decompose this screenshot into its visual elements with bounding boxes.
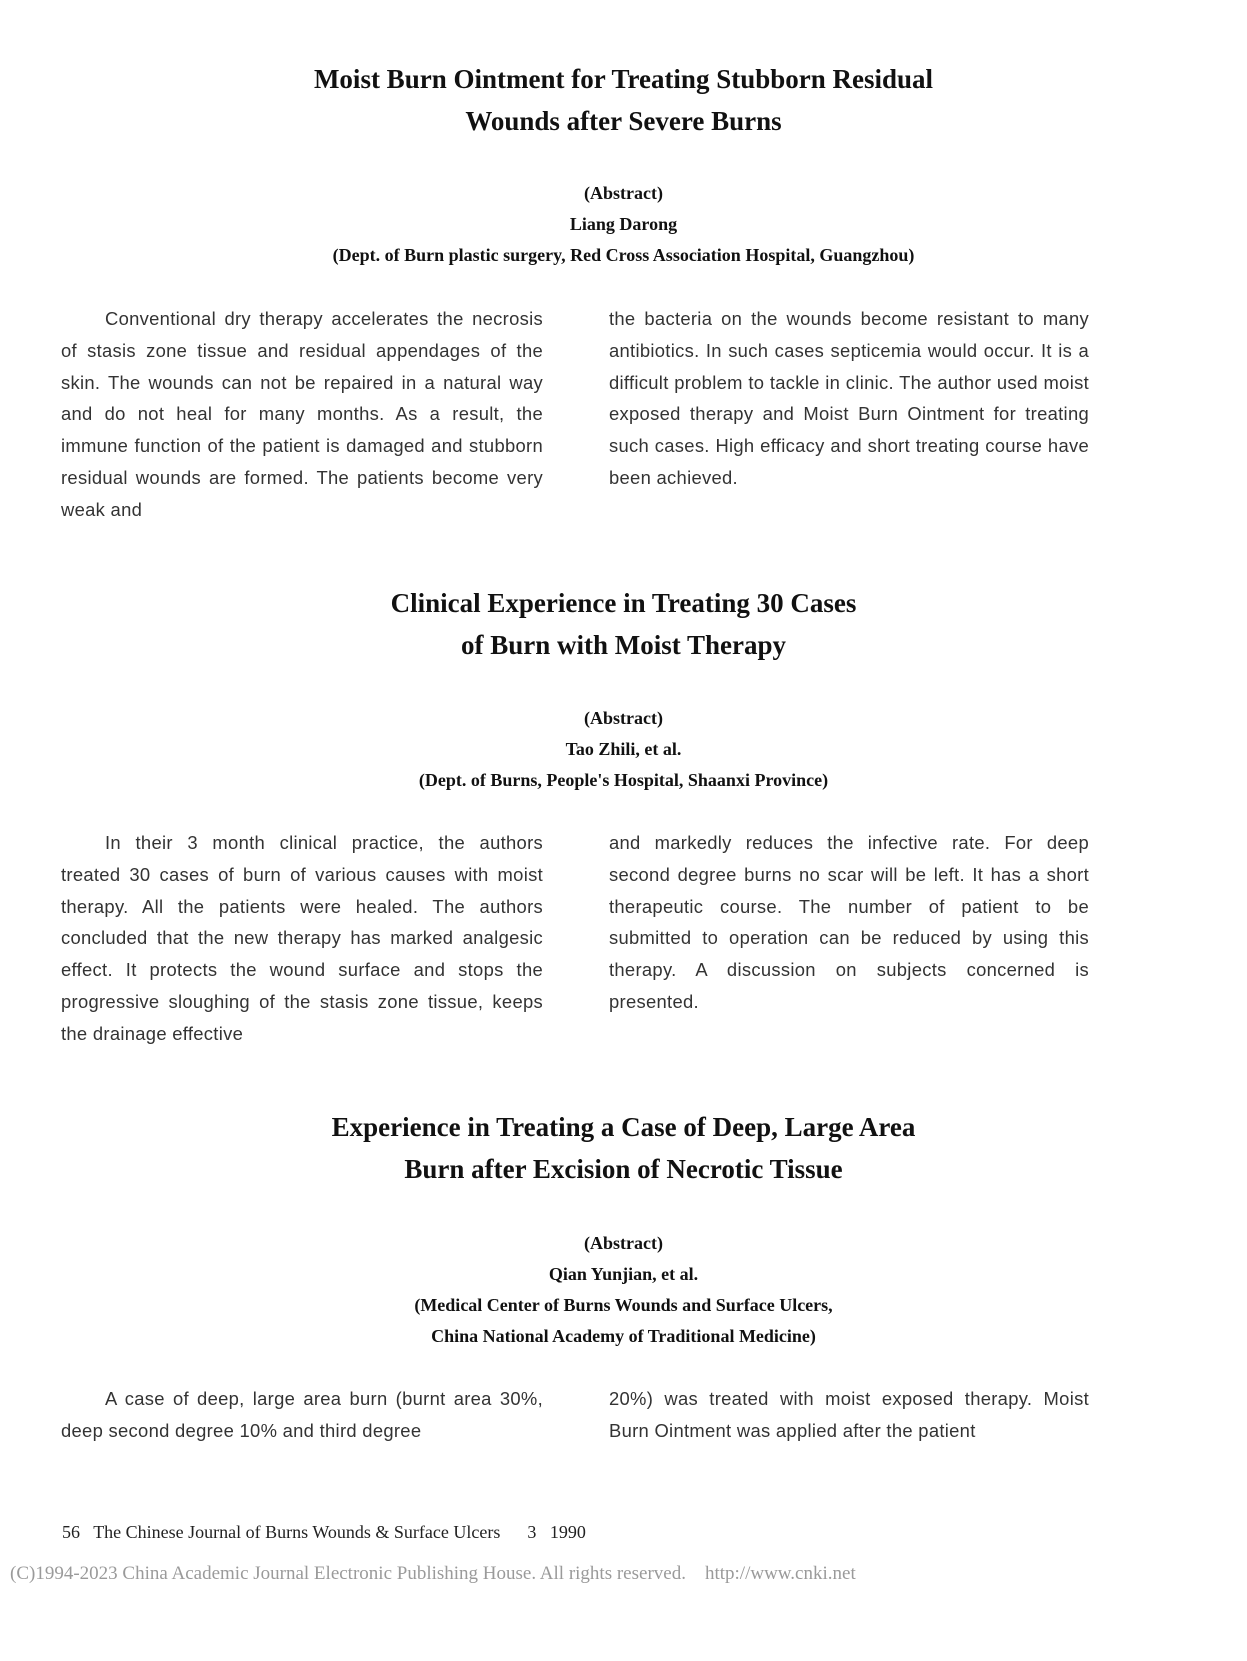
article-2-author: Tao Zhili, et al. (565, 739, 682, 759)
article-2-affiliation: (Dept. of Burns, People's Hospital, Shaanxi Province) (418, 770, 829, 790)
copyright-notice (10, 1563, 1240, 1585)
copyright-text: (C)1994-2023 China Academic Journal Electronic Publishing House. All rights reserved. (10, 1563, 686, 1584)
article-1-meta (0, 178, 1247, 271)
copyright-url[interactable]: http://www.cnki.net (704, 1563, 856, 1584)
article-1-title-line2: Wounds after Severe Burns (465, 106, 782, 136)
article-2-meta (0, 703, 1247, 796)
article-3-body-left: A case of deep, large area burn (burnt area 30%, deep second degree 10% and third degree (61, 1388, 543, 1441)
article-3-title-line2: Burn after Excision of Necrotic Tissue (404, 1154, 843, 1184)
article-2-title-line2: of Burn with Moist Therapy (460, 630, 787, 660)
page-footer (62, 1522, 862, 1543)
article-1-author: Liang Darong (569, 214, 678, 234)
article-3-affiliation-line1: (Medical Center of Burns Wounds and Surface Ulcers, (414, 1295, 833, 1315)
article-3-body-right: 20%) was treated with moist exposed therapy. Moist Burn Ointment was applied after the patient (609, 1388, 1089, 1441)
article-2-abstract-label: (Abstract) (584, 708, 663, 728)
article-3-meta (0, 1228, 1247, 1352)
issue-number: 3 (527, 1522, 537, 1542)
article-1-body-left: Conventional dry therapy accelerates the necrosis of stasis zone tissue and residual appendages of the skin. The wounds can not be repaired in a natural way and do not heal for many months. As a result, the immune function of the patient is damaged and stubborn residual wounds are formed. The patients become very weak and (61, 308, 543, 520)
article-3-author: Qian Yunjian, et al. (548, 1264, 699, 1284)
article-2-body-left: In their 3 month clinical practice, the authors treated 30 cases of burn of various causes with moist therapy. All the patients were healed. The authors concluded that the new therapy has marked analgesic effect. It protects the wound surface and stops the progressive sloughing of the stasis zone tissue, keeps the drainage effective (61, 832, 543, 1044)
article-1-title-line1: Moist Burn Ointment for Treating Stubborn Residual (313, 64, 934, 94)
article-2-body-right: and markedly reduces the infective rate. For deep second degree burns no scar will be left. It has a short therapeutic course. The number of patient to be submitted to operation can be reduced by using this therapy. A discussion on subjects concerned is presented. (609, 832, 1089, 1012)
issue-year: 1990 (549, 1522, 586, 1542)
article-3-title-line1: Experience in Treating a Case of Deep, Large Area (331, 1112, 916, 1142)
journal-name: The Chinese Journal of Burns Wounds & Surface Ulcers (93, 1522, 501, 1542)
article-2-title (0, 582, 1247, 666)
page-number: 56 (62, 1522, 80, 1542)
article-3-affiliation-line2: China National Academy of Traditional Medicine) (431, 1326, 816, 1346)
article-1-body-right: the bacteria on the wounds become resistant to many antibiotics. In such cases septicemia would occur. It is a difficult problem to tackle in clinic. The author used moist exposed therapy and Moist Burn Ointment for treating such cases. High efficacy and short treating course have been achieved. (609, 308, 1089, 488)
article-3-abstract-label: (Abstract) (584, 1233, 663, 1253)
article-1-title (0, 58, 1247, 142)
article-1-affiliation: (Dept. of Burn plastic surgery, Red Cross Association Hospital, Guangzhou) (332, 245, 915, 265)
article-1-abstract-label: (Abstract) (584, 183, 663, 203)
article-3-title (0, 1106, 1247, 1190)
article-2-title-line1: Clinical Experience in Treating 30 Cases (390, 588, 857, 618)
